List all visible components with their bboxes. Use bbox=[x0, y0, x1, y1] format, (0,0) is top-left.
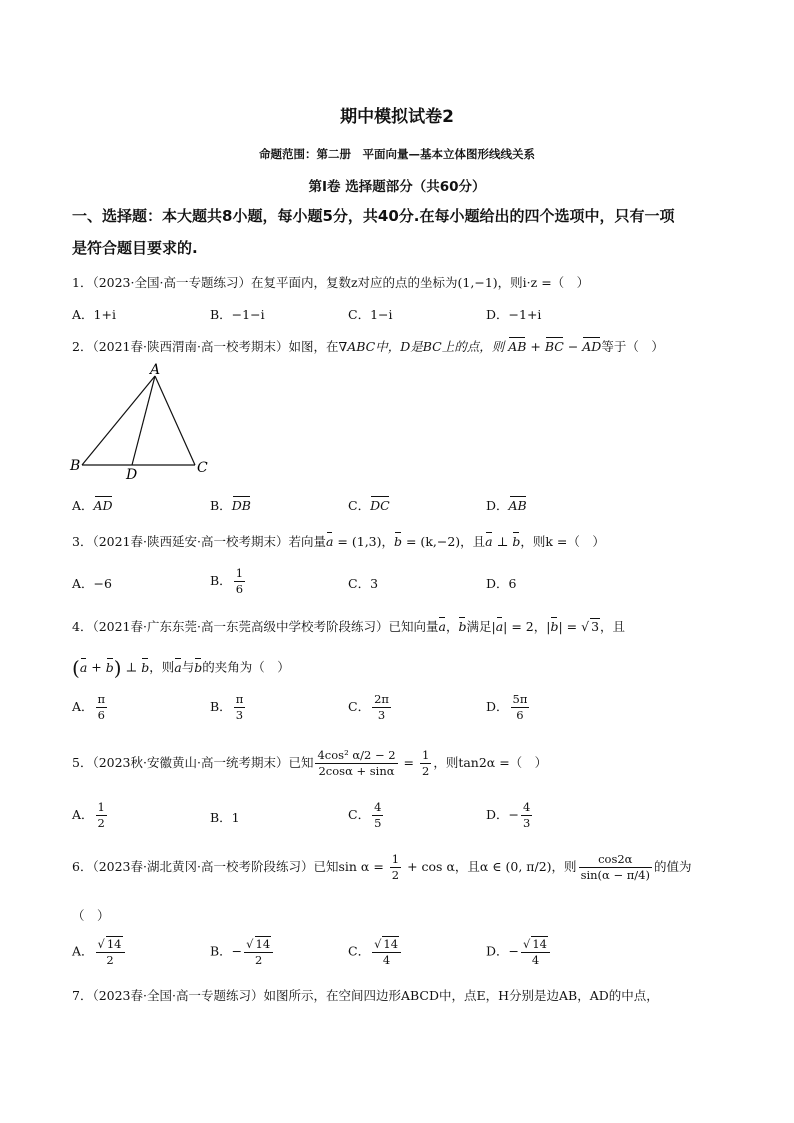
question-2 bbox=[72, 337, 664, 355]
q3-option-d[interactable]: D．6 bbox=[486, 576, 517, 591]
q1-option-b[interactable]: B．−1−i bbox=[210, 307, 265, 322]
q4-option-b[interactable]: B． $\frac{\pi}{3}$ bbox=[210, 692, 244, 722]
page-title: 期中模拟试卷2 bbox=[340, 107, 454, 127]
question-source: 6．（2023春·湖北黄冈·高一校考阶段练习） bbox=[72, 859, 314, 874]
question-source: 1．（2023·全国·高一专题练习） bbox=[72, 275, 251, 290]
question-text: ABC中，D是BC上的点，则 bbox=[347, 339, 505, 354]
question-3: 3．（2021春·陕西延安·高一校考期末）若向量a = (1,3)，b = (k,−2)，且a ⊥ b，则k =（ ） bbox=[72, 534, 605, 549]
question-1 bbox=[72, 273, 589, 291]
label-d: D bbox=[126, 467, 138, 482]
triangle-symbol: ∇ bbox=[338, 339, 348, 354]
question-source: 5．（2023秋·安徽黄山·高一统考期末） bbox=[72, 755, 289, 770]
minus-sign: − bbox=[563, 339, 583, 354]
q2-option-c[interactable]: C．DC bbox=[348, 498, 390, 513]
question-source: 3．（2021春·陕西延安·高一校考期末） bbox=[72, 534, 289, 549]
section-heading: 第Ⅰ卷 选择题部分（共60分） bbox=[308, 179, 486, 195]
question-text: 如图，在 bbox=[288, 339, 339, 354]
q5-option-b[interactable]: B．1 bbox=[210, 810, 240, 825]
vector-ad: AD bbox=[582, 339, 602, 354]
question-source: 7．（2023春·全国·高一专题练习） bbox=[72, 988, 264, 1003]
instructions-line-1: 一、选择题：本大题共8小题，每小题5分，共40分.在每小题给出的四个选项中，只有一项 bbox=[72, 207, 675, 225]
q5-fraction: $\frac{\text{4cos² α/2 − 2}}{2\cos\alpha + \sin\alpha}$ bbox=[317, 748, 396, 778]
question-text: 等于（ ） bbox=[601, 339, 664, 354]
q2-option-b[interactable]: B．DB bbox=[210, 498, 251, 513]
q1-option-c[interactable]: C．1−i bbox=[348, 307, 393, 322]
q4-option-a[interactable]: A． $\frac{\pi}{6}$ bbox=[72, 692, 106, 722]
q3-option-b[interactable]: B． $\frac{1}{6}$ bbox=[210, 566, 244, 596]
q2-option-d[interactable]: D．AB bbox=[486, 498, 527, 513]
side-ac bbox=[155, 376, 195, 465]
plus-sign: + bbox=[526, 339, 545, 354]
question-6: 6．（2023春·湖北黄冈·高一校考阶段练习）已知sin α = $\frac{1}{2}$ + cos α，且α ∈ (0, π/2)，则 $\frac{\cos 2\alpha}{\sin(\alpha - \pi/4)}$ 的值为 bbox=[72, 852, 692, 882]
vector-a: a bbox=[325, 534, 334, 549]
q6-option-d[interactable]: D．− $\frac{√ 14}{4}$ bbox=[486, 936, 552, 968]
vector-ab: AB bbox=[508, 339, 527, 354]
q6-option-b[interactable]: B．− $\frac{√ 14}{2}$ bbox=[210, 936, 275, 968]
question-text: 在复平面内，复数z对应的点的坐标为(1,−1)，则i·z =（ ） bbox=[250, 275, 590, 290]
q5-option-a[interactable]: A． $\frac{1}{2}$ bbox=[72, 800, 105, 830]
label-b: B bbox=[70, 458, 81, 474]
q4-option-c[interactable]: C． $\frac{2\pi}{3}$ bbox=[348, 692, 389, 722]
q4-option-d[interactable]: D． $\frac{5\pi}{6}$ bbox=[486, 692, 528, 722]
question-4: 4．（2021春·广东东莞·高一东莞高级中学校考阶段练习）已知向量a，b满足|a| = 2，|b| = √ 3，且 bbox=[72, 619, 626, 634]
triangle-figure bbox=[68, 362, 218, 482]
q6-option-c[interactable]: C． $\frac{√ 14}{4}$ bbox=[348, 936, 403, 968]
q3-option-a[interactable]: A．−6 bbox=[72, 576, 112, 591]
question-6-paren: （ ） bbox=[72, 908, 110, 923]
question-source: 2．（2021春·陕西渭南·高一校考期末） bbox=[72, 339, 289, 354]
q1-option-a[interactable]: A．1+i bbox=[72, 307, 116, 322]
question-7 bbox=[72, 986, 659, 1004]
question-5: 5．（2023秋·安徽黄山·高一统考期末）已知 $\frac{\text{4cos² α/2 − 2}}{2\cos\alpha + \sin\alpha}$ = $\frac{1}{2}$ ，则tan2α =（ ） bbox=[72, 748, 548, 778]
q3-option-c[interactable]: C．3 bbox=[348, 576, 379, 591]
q5-option-c[interactable]: C． $\frac{4}{5}$ bbox=[348, 800, 382, 830]
vector-bc: BC bbox=[544, 339, 564, 354]
label-c: C bbox=[197, 460, 208, 476]
question-4-line-2: (a + b) ⊥ b，则a与b的夹角为（ ） bbox=[72, 656, 290, 680]
label-a: A bbox=[150, 362, 161, 378]
q6-fraction: $\frac{\cos 2\alpha}{\sin(\alpha - \pi/4)}$ bbox=[580, 852, 650, 882]
q6-option-a[interactable]: A． $\frac{√ 14}{2}$ bbox=[72, 936, 127, 968]
q5-option-d[interactable]: D．− $\frac{4}{3}$ bbox=[486, 800, 531, 830]
vector-b: b bbox=[394, 534, 403, 549]
instructions-line-2: 是符合题目要求的. bbox=[72, 239, 198, 257]
q1-option-d[interactable]: D．−1+i bbox=[486, 307, 542, 322]
exam-scope: 命题范围：第二册 平面向量—基本立体图形线线关系 bbox=[259, 147, 535, 161]
q2-option-a[interactable]: A．AD bbox=[72, 498, 113, 513]
question-text: 如图所示，在空间四边形ABCD中，点E，H分别是边AB，AD的中点， bbox=[263, 988, 659, 1003]
question-source: 4．（2021春·广东东莞·高一东莞高级中学校考阶段练习） bbox=[72, 619, 389, 634]
